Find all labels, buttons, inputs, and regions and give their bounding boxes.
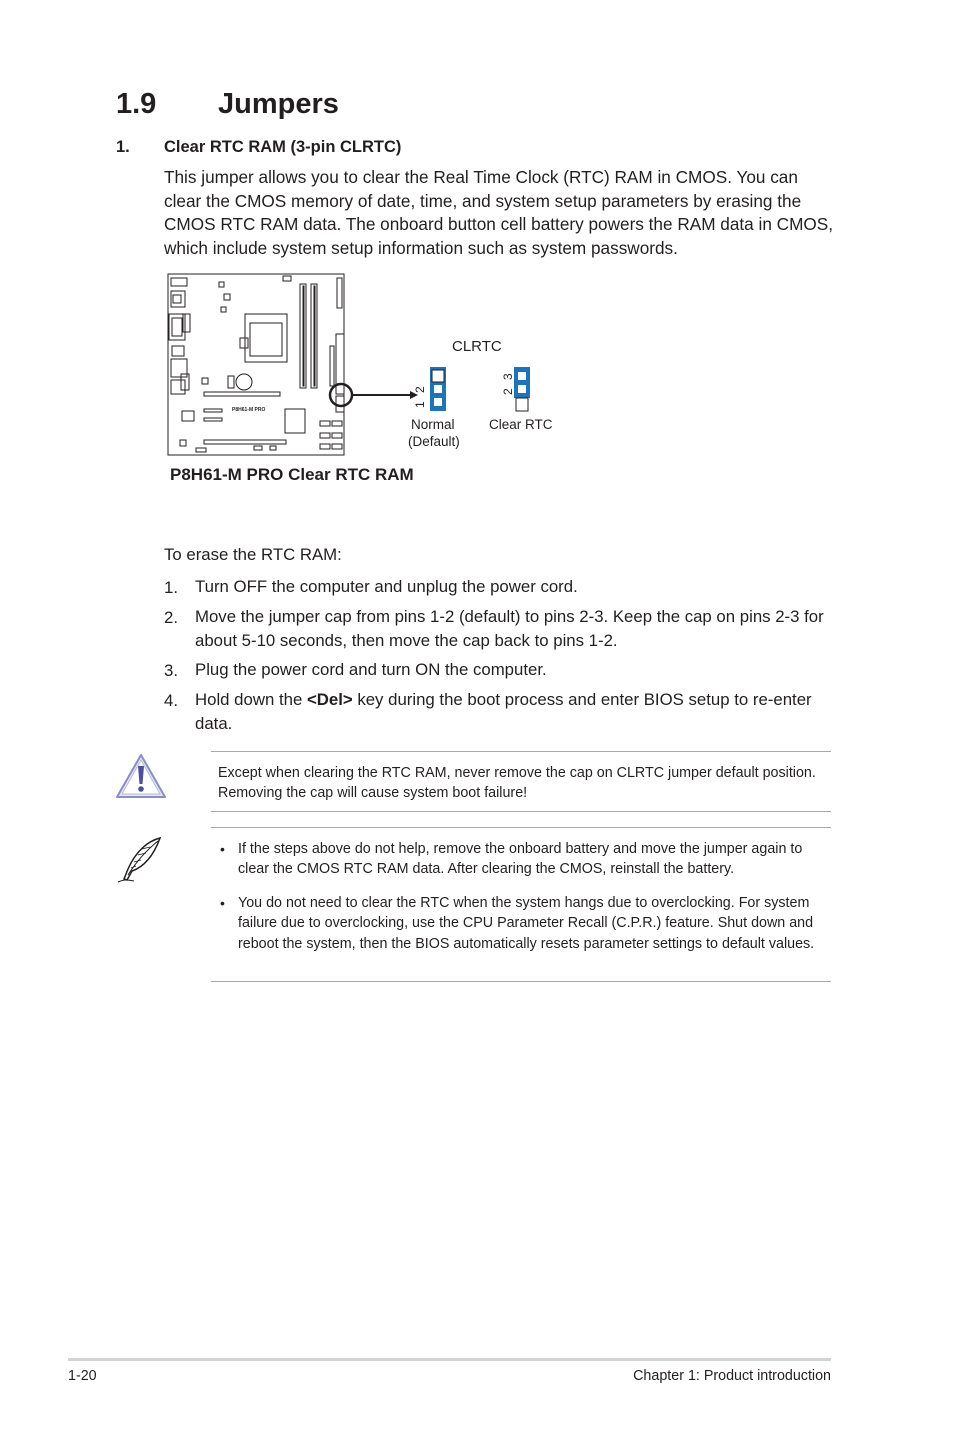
bullet-point: • (220, 895, 225, 911)
board-outline (168, 274, 344, 455)
pin-label-2-clear: 2 (501, 388, 515, 395)
note-bottom-rule (211, 981, 831, 982)
jumper-clear-cap (514, 367, 530, 398)
pin-label-3-clear: 3 (501, 373, 515, 380)
subsection-number: 1. (116, 138, 130, 156)
pcie-slot (204, 440, 286, 444)
note-top-rule (211, 827, 831, 828)
caution-top-rule (211, 751, 831, 752)
chapter-title: Chapter 1: Product introduction (633, 1368, 831, 1384)
step-text: Plug the power cord and turn ON the computer. (195, 660, 547, 679)
board-label-small: P8H61-M PRO (232, 407, 266, 413)
procedure-intro: To erase the RTC RAM: (164, 545, 342, 564)
page-number: 1-20 (68, 1368, 97, 1384)
cpu-socket (245, 314, 287, 362)
note-bullet-text: You do not need to clear the RTC when the system hangs due to overclocking. For system failure due to overclocking, use the CPU Parameter Recall (C.P.R.) feature. Shut down and reboot the system, then the BIOS automatically resets parameter settings to default values. (238, 895, 815, 952)
step-text-part: key during the boot process and enter BIOS setup to re-enter data. (195, 690, 812, 733)
caution-text: Except when clearing the RTC RAM, never remove the cap on CLRTC jumper default position. Removing the cap will cause system boot failure! (218, 765, 816, 802)
caution-bottom-rule (211, 811, 831, 812)
figure-caption: P8H61-M PRO Clear RTC RAM (170, 465, 414, 484)
step-text-part: Hold down the (195, 690, 307, 709)
chipset (285, 409, 305, 433)
step-text: Turn OFF the computer and unplug the power cord. (195, 577, 578, 596)
subsection-title: Clear RTC RAM (3-pin CLRTC) (164, 138, 402, 156)
feather-pen-icon (114, 835, 166, 885)
step-number: 4. (164, 691, 178, 710)
note-bullet-text: If the steps above do not help, remove the onboard battery and move the jumper again to clear the CMOS RTC RAM data. After clearing the CMOS, reinstall the battery. (238, 841, 803, 878)
battery (236, 374, 252, 390)
clrtc-location-marker (330, 384, 352, 406)
bullet-point: • (220, 841, 225, 857)
pcie-slot (204, 392, 280, 396)
intro-paragraph: This jumper allows you to clear the Real Time Clock (RTC) RAM in CMOS. You can clear the CMOS memory of date, time, and system setup parameters by erasing the CMOS RTC RAM data. The onboard button cell battery powers the RAM data in CMOS, which include system setup information such as system passwords. (164, 167, 834, 258)
normal-label: Normal (411, 417, 455, 432)
clear-rtc-label: Clear RTC (489, 417, 553, 432)
footer-rule (68, 1358, 831, 1361)
section-number: 1.9 (116, 88, 157, 120)
jumper-name-label: CLRTC (452, 338, 502, 355)
key-name: <Del> (306, 690, 353, 709)
pin-label-1-normal: 1 (413, 401, 427, 408)
warning-triangle-icon (114, 752, 168, 800)
step-number: 1. (164, 578, 178, 597)
step-number: 3. (164, 661, 178, 680)
default-label: (Default) (408, 434, 460, 449)
page-title: Jumpers (218, 88, 339, 120)
step-text: Move the jumper cap from pins 1-2 (default) to pins 2-3. Keep the cap on pins 2-3 for about 5-10 seconds, then move the cap back to pins 1-2. (195, 607, 824, 650)
motherboard-diagram (160, 268, 580, 463)
pin-label-2-normal: 2 (413, 386, 427, 393)
step-text (195, 688, 835, 735)
step-number: 2. (164, 608, 178, 627)
